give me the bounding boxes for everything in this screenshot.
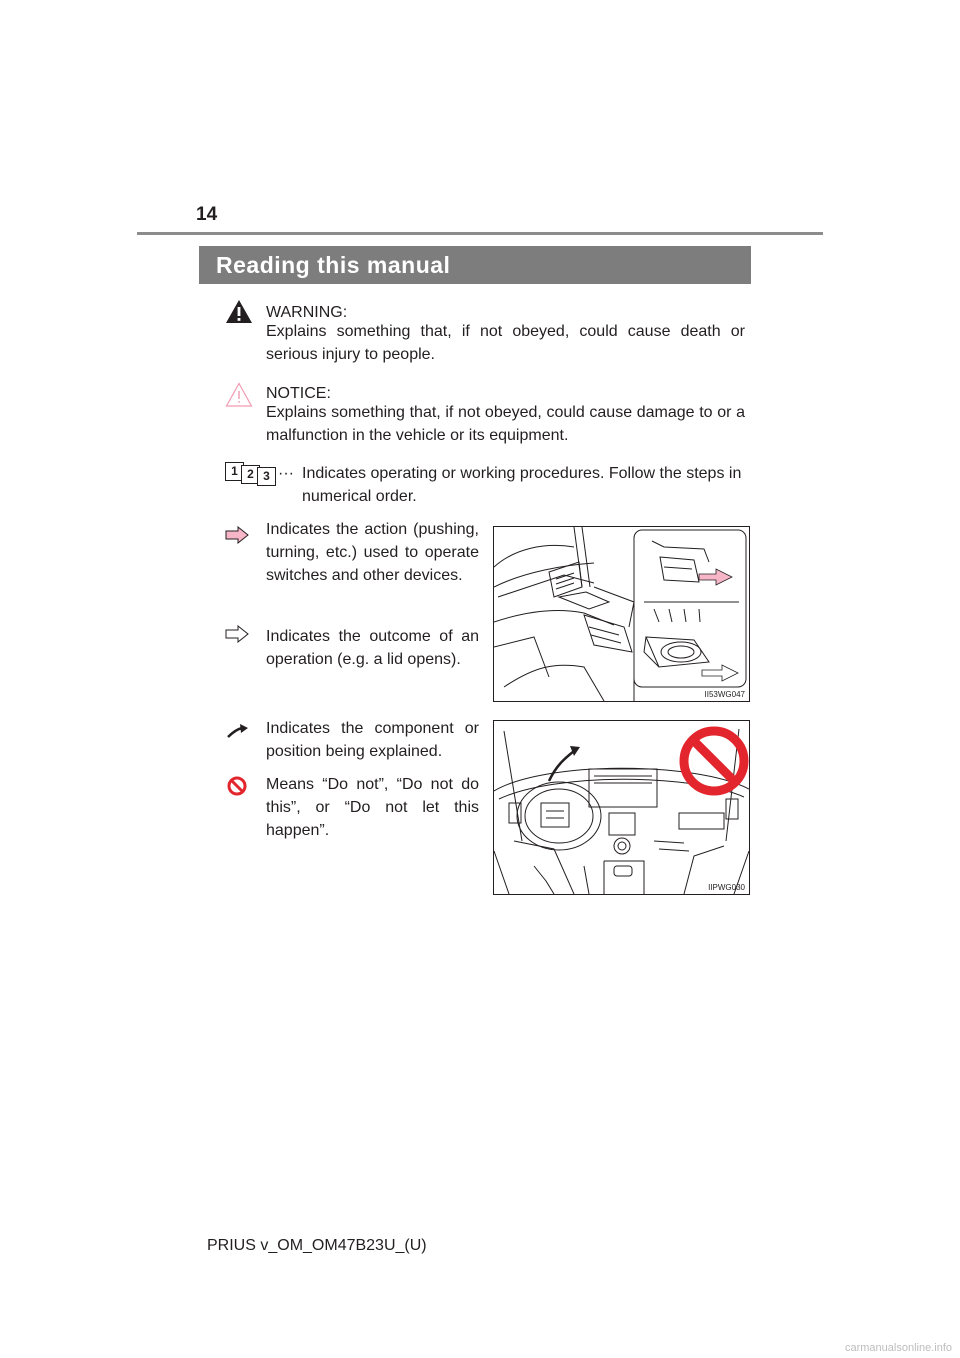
- header-rule: [137, 232, 823, 235]
- notice-triangle-icon: [225, 382, 253, 407]
- pointer-arrow-icon: [227, 724, 249, 738]
- component-arrow-text: Indicates the component or position being explained.: [266, 720, 479, 760]
- step-3-box: 3: [257, 467, 276, 486]
- watermark: carmanualsonline.info: [844, 1342, 952, 1354]
- footer-document-code: PRIUS v_OM_OM47B23U_(U): [207, 1237, 427, 1254]
- prohibition-icon: [227, 776, 247, 796]
- warning-text: Explains something that, if not obeyed, could cause death or serious injury to people.: [266, 323, 745, 363]
- steps-dots: ···: [278, 465, 294, 482]
- dashboard-illustration: [494, 721, 749, 894]
- outcome-arrow-text: Indicates the outcome of an operation (e.g. a lid opens).: [266, 628, 479, 668]
- step-numbers-icon: [225, 462, 279, 484]
- step-1-box: 1: [225, 462, 244, 481]
- outline-arrow-icon: [225, 625, 249, 643]
- steps-text: Indicates operating or working procedures. Follow the steps in numerical order.: [302, 465, 742, 505]
- action-arrow-text: Indicates the action (pushing, turning, etc.) used to operate switches and other devices.: [266, 521, 479, 584]
- warning-triangle-icon: [225, 299, 253, 324]
- filled-arrow-icon: [225, 526, 249, 544]
- page-number: 14: [196, 204, 218, 225]
- notice-label: NOTICE:: [266, 385, 331, 402]
- do-not-text: Means “Do not”, “Do not do this”, or “Do not let this happen”.: [266, 776, 479, 839]
- dashboard-figure-code: IIPWG030: [708, 883, 745, 892]
- notice-text: Explains something that, if not obeyed, could cause damage to or a malfunction in the vehicle or its equipment.: [266, 404, 745, 444]
- warning-label: WARNING:: [266, 304, 348, 321]
- cupholder-figure-code: II53WG047: [704, 690, 745, 699]
- section-title: Reading this manual: [199, 246, 751, 284]
- cupholder-illustration: [494, 527, 749, 701]
- cupholder-figure: [493, 526, 750, 702]
- dashboard-figure: [493, 720, 750, 895]
- step-2-box: 2: [241, 465, 260, 484]
